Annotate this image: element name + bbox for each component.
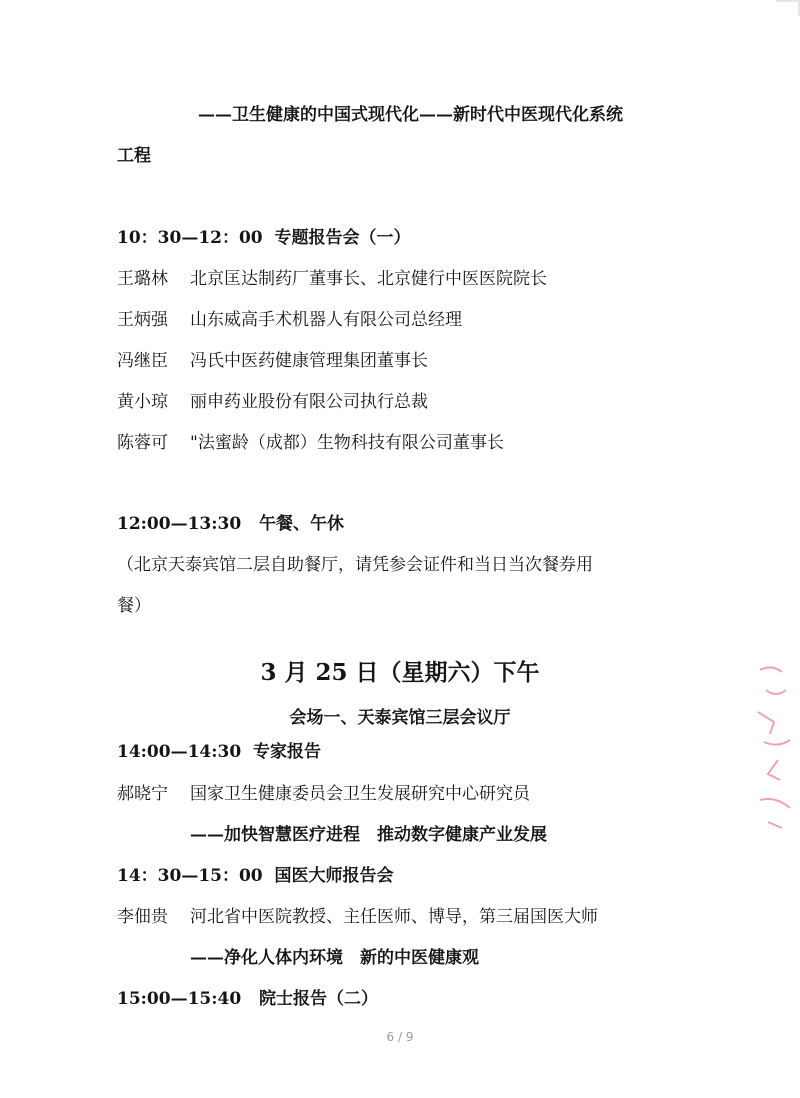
session1-time: 10：30—12：00 [117,228,263,248]
master-topic: ——净化人体内环境 新的中医健康观 [190,948,479,968]
academician-heading [117,988,378,1010]
speaker-title: 山东威高手术机器人有限公司总经理 [190,310,462,330]
lunch-heading [117,513,344,535]
speaker-name: 冯继臣 [117,351,168,371]
corner-fold-mark [776,0,800,16]
expert-time: 14:00—14:30 [117,742,242,762]
venue-heading: 会场一、天泰宾馆三层会议厅 [289,708,511,728]
speaker-title: 丽申药业股份有限公司执行总裁 [190,392,428,412]
speaker-title: 冯氏中医药健康管理集团董事长 [190,351,428,371]
expert-heading [117,741,321,763]
master-time: 14：30—15：00 [117,866,263,886]
lunch-note-line-2: 餐） [117,596,151,616]
master-heading [117,865,393,887]
speaker-title: "法蜜龄（成都）生物科技有限公司董事长 [190,433,504,453]
expert-topic: ——加快智慧医疗进程 推动数字健康产业发展 [190,825,547,845]
session1-heading [117,227,410,249]
master-title: 国医大师报告会 [274,866,394,886]
subtitle-line-1: ——卫生健康的中国式现代化——新时代中医现代化系统 [198,105,623,125]
afternoon-date-heading: 3 月 25 日（星期六）下午 [260,659,540,686]
speaker-title: 河北省中医院教授、主任医师、博导，第三届国医大师 [190,907,598,927]
speaker-title: 北京匡达制药厂董事长、北京健行中医医院院长 [190,269,547,289]
speaker-name: 陈蓉可 [117,433,168,453]
speaker-title: 国家卫生健康委员会卫生发展研究中心研究员 [190,784,530,804]
speaker-name: 黄小琼 [117,392,168,412]
academician-title: 院士报告（二） [258,989,378,1009]
red-stamp-fragment [752,660,798,840]
speaker-name: 王炳强 [117,310,168,330]
page-number: 6 / 9 [386,1030,414,1044]
expert-title: 专家报告 [253,742,322,762]
lunch-note-line-1: （北京天泰宾馆二层自助餐厅，请凭参会证件和当日当次餐券用 [117,555,593,575]
speaker-name: 李佃贵 [117,907,168,927]
lunch-time: 12:00—13:30 [117,514,242,534]
speaker-name: 郝晓宁 [117,784,168,804]
speaker-name: 王璐林 [117,269,168,289]
lunch-title: 午餐、午休 [258,514,344,534]
academician-time: 15:00—15:40 [117,989,242,1009]
session1-title: 专题报告会（一） [274,228,411,248]
subtitle-line-2: 工程 [117,146,151,166]
